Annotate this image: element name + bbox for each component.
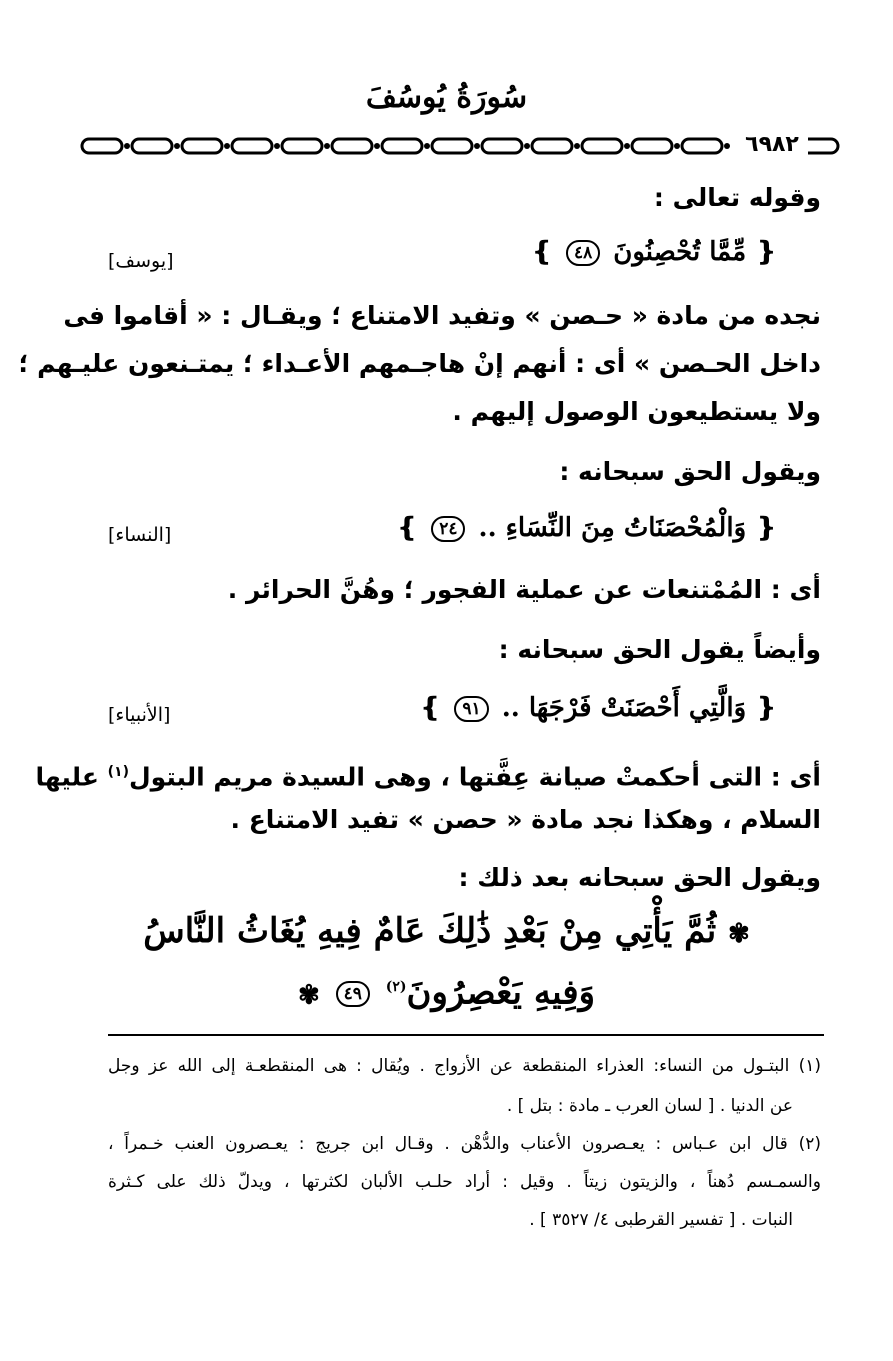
text-line: ولا يستطيعون الوصول إليهم . <box>452 397 821 426</box>
verse-number: ٤٨ <box>566 240 600 266</box>
footnote-divider <box>108 1034 824 1036</box>
text-line: ويقول الحق سبحانه بعد ذلك : <box>458 863 821 892</box>
verse-text: ثُمَّ يَأْتِي مِنْ بَعْدِ ذَٰلِكَ عَامٌ فِيهِ يُغَاثُ النَّاسُ <box>143 911 717 951</box>
surah-reference: [يوسف] <box>108 250 174 272</box>
surah-reference: [النساء] <box>108 524 172 546</box>
text-line: داخل الحـصن » أى : أنهم إنْ هاجـمهم الأعـداء ؛ يمتـنعون عليـهم ؛ <box>18 349 821 378</box>
verse-bracket-close-icon: ❵ <box>419 693 442 723</box>
surah-title: سُورَةُ يُوسُفَ <box>365 80 528 115</box>
verse-ornament-close-icon: ✾ <box>297 980 320 1011</box>
footnote-marker: (١) <box>107 764 129 780</box>
quran-verse-yusuf-49-line1 <box>0 906 893 959</box>
text-line: أى : المُمْتنعات عن عملية الفجور ؛ وهُنَّ الحرائر . <box>227 575 821 604</box>
verse-bracket-open-icon: ❴ <box>755 513 777 543</box>
quran-verse-nisa-24 <box>396 508 777 548</box>
footnote-line: (١) البتـول من النساء: العذراء المنقطعة عن الأزواج . ويُقال : هى المنقطعـة إلى الله عز وجل <box>108 1056 821 1076</box>
verse-ornament-open-icon: ✾ <box>728 919 750 949</box>
verse-bracket-open-icon: ❴ <box>755 693 777 723</box>
verse-number: ٩١ <box>454 696 488 722</box>
verse-text: وَالَّتِي أَحْصَنَتْ فَرْجَهَا .. <box>501 693 747 723</box>
verse-bracket-open-icon: ❴ <box>755 237 777 267</box>
ornamental-header-band <box>80 134 840 158</box>
footnote-line: (٢) قال ابن عـباس : يعـصرون الأعناب والدُّهْن . وقـال ابن جريج : يعـصرون العنب خـمراً ، <box>108 1134 821 1154</box>
footnote-line: النبات . [ تفسير القرطبى ٤/ ٣٥٢٧ ] . <box>529 1210 793 1230</box>
quran-verse-anbiya-91 <box>420 688 778 728</box>
footnote-line: والسمـسم دُهناً ، والزيتون زيتاً . وقيل : أراد حلـب الألبان لكثرتها ، ويدلّ ذلك على كـثرة <box>108 1172 821 1192</box>
verse-text: وَالْمُحْصَنَاتُ مِنَ النِّسَاءِ .. <box>478 513 747 543</box>
text-line: وأيضاً يقول الحق سبحانه : <box>498 635 821 664</box>
text-line: وقوله تعالى : <box>653 183 821 212</box>
text-line: السلام ، وهكذا نجد مادة « حصن » تفيد الامتناع . <box>230 805 821 834</box>
quran-verse-yusuf-48 <box>531 232 777 272</box>
verse-text: وَفِيهِ يَعْصِرُونَ <box>406 972 596 1013</box>
footnote-line: عن الدنيا . [ لسان العرب ـ مادة : بتل ] . <box>506 1096 793 1116</box>
page-number: ٦٩٨٢ <box>736 130 808 160</box>
text-line: ويقول الحق سبحانه : <box>559 457 821 486</box>
text-line <box>35 752 821 797</box>
surah-reference: [الأنبياء] <box>108 704 171 726</box>
text-segment: أى : التى أحكمتْ صيانة عِفَّتها ، وهى السيدة مريم البتول <box>128 762 821 792</box>
verse-text: مِّمَّا تُحْصِنُونَ <box>613 237 747 267</box>
text-segment: عليها <box>35 762 108 792</box>
verse-number: ٤٩ <box>336 981 370 1007</box>
quran-verse-yusuf-49-line2 <box>0 962 893 1020</box>
verse-bracket-close-icon: ❵ <box>396 513 419 543</box>
footnote-marker: (٢) <box>385 979 407 995</box>
verse-bracket-close-icon: ❵ <box>531 237 553 267</box>
verse-number: ٢٤ <box>431 516 465 542</box>
text-line: نجده من مادة « حـصن » وتفيد الامتناع ؛ ويقـال : « أقاموا فى <box>63 301 821 330</box>
